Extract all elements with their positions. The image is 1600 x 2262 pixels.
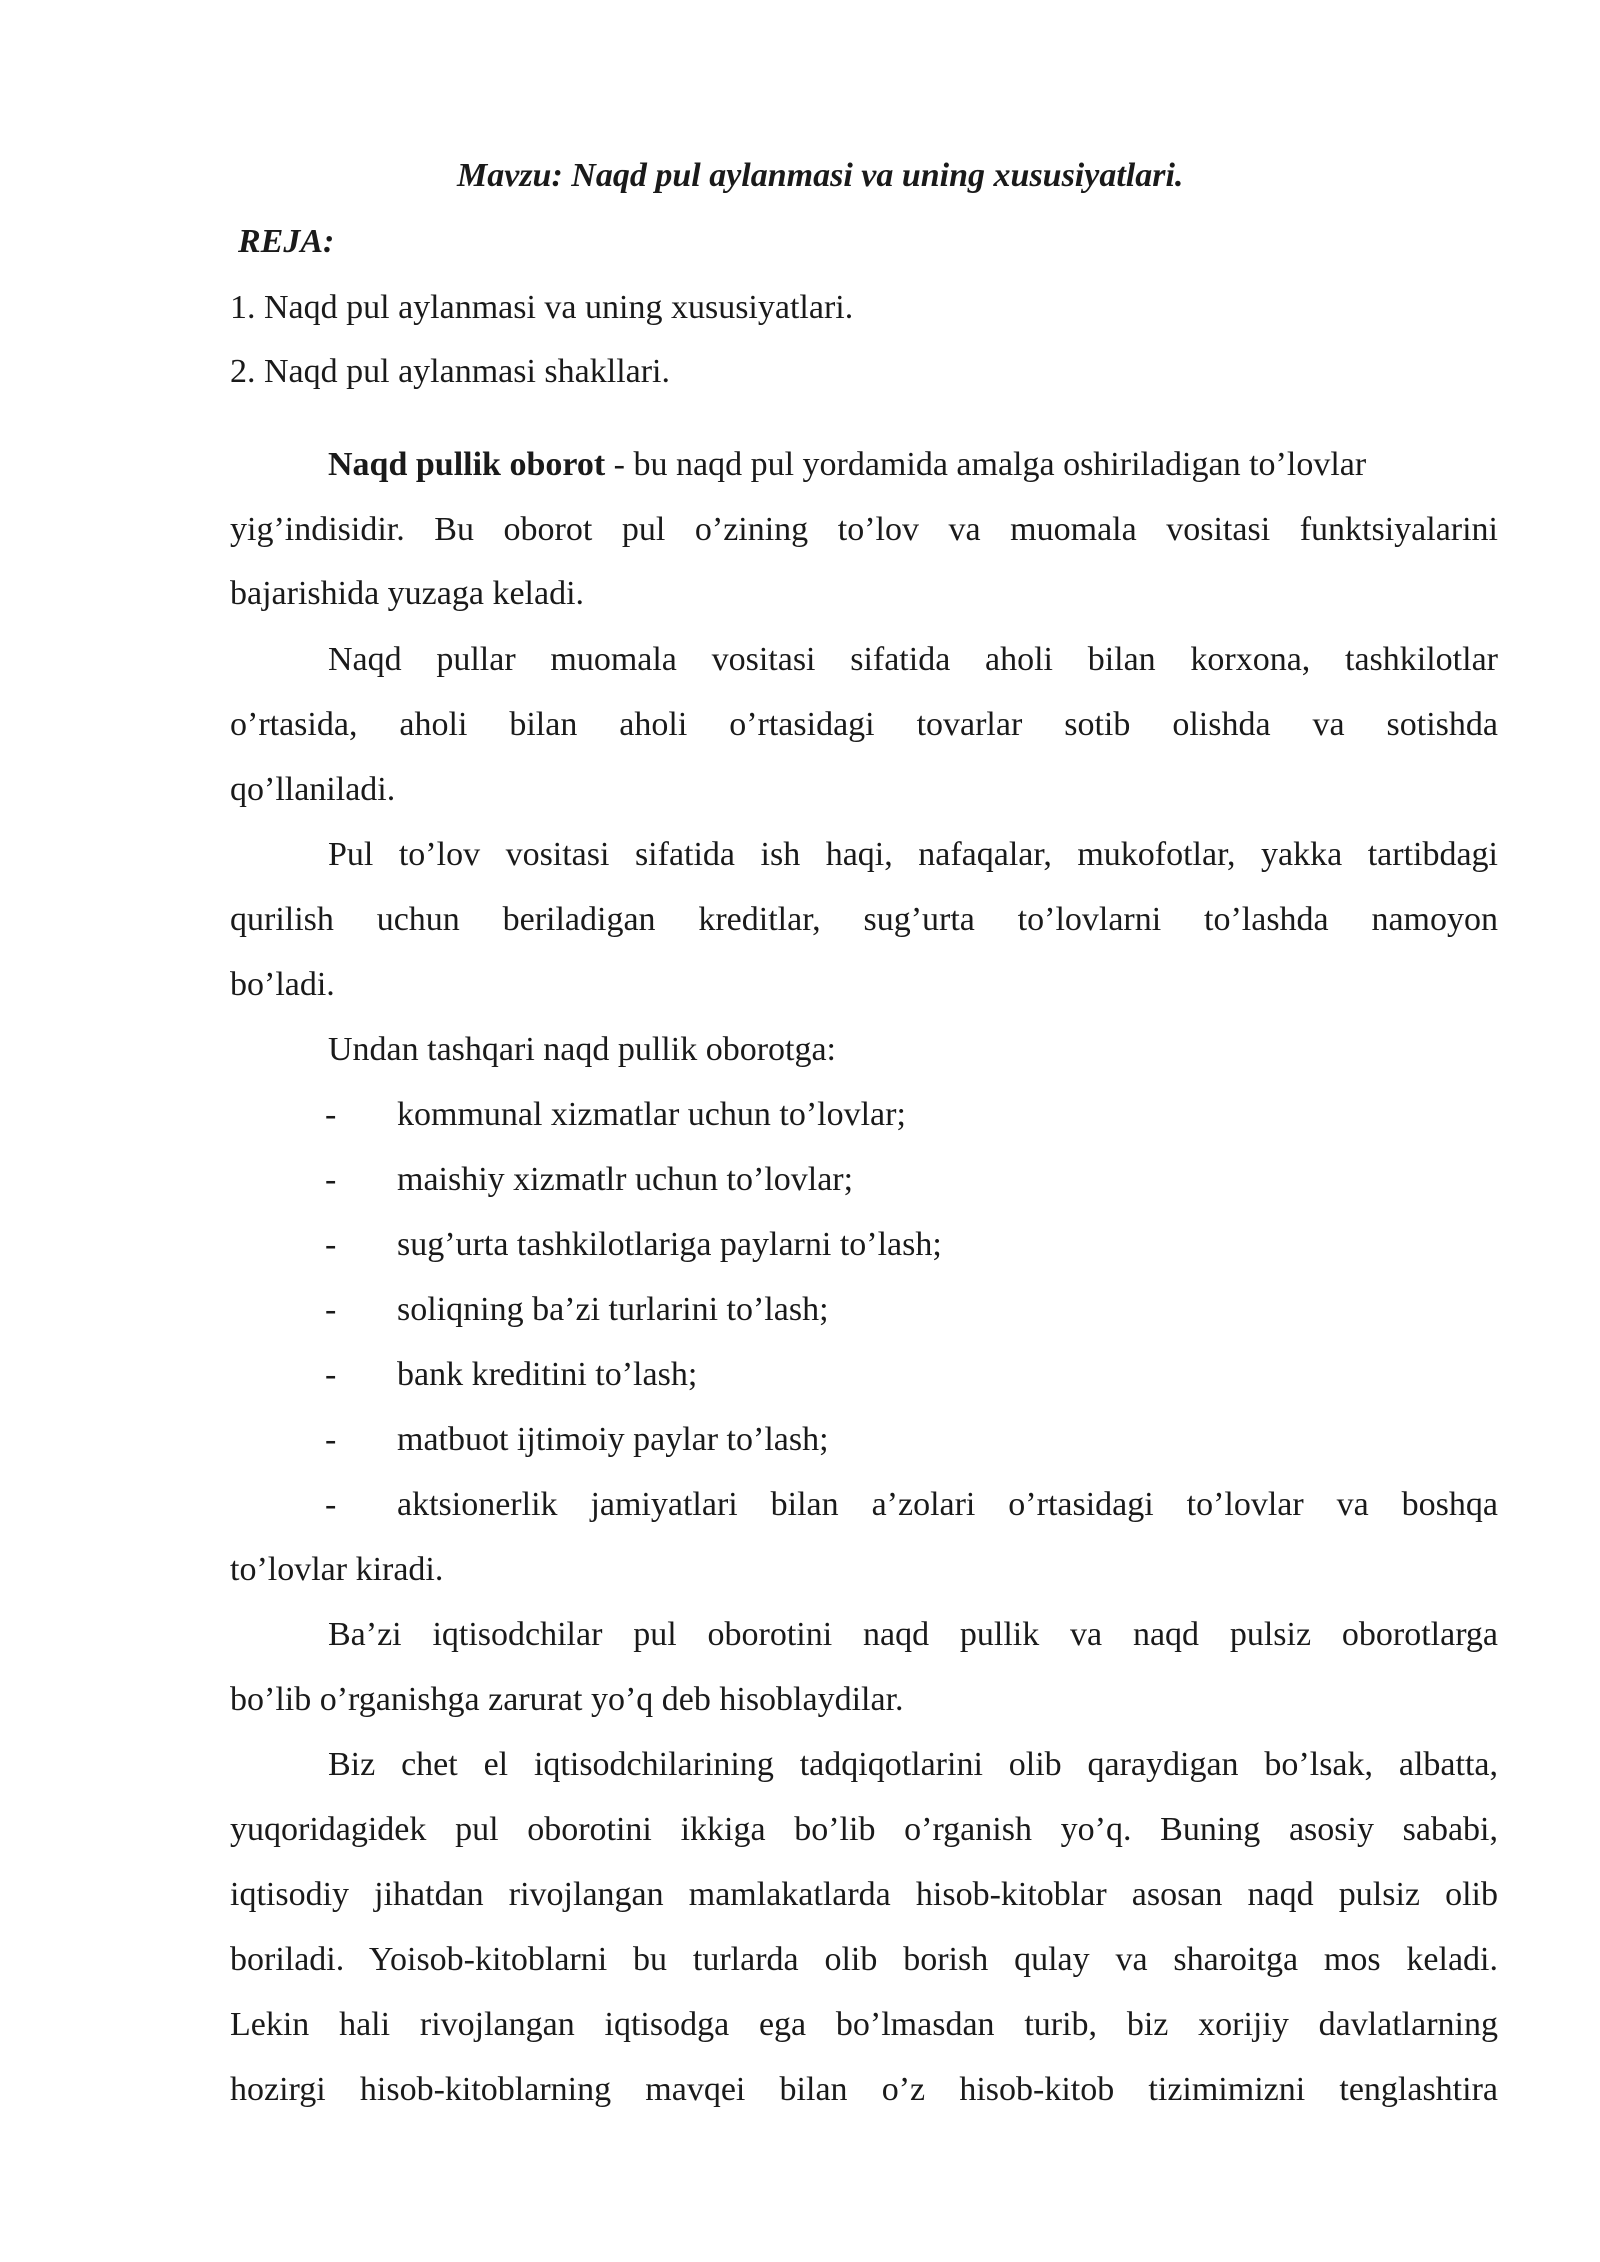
plan-heading: REJA: (238, 223, 335, 260)
bullet-dash: - (325, 1486, 337, 1523)
paragraph-line: bo’ladi. (230, 966, 335, 1003)
bullet-dash: - (325, 1291, 337, 1328)
paragraph-line: qo’llaniladi. (230, 771, 396, 808)
bullet-item: sug’urta tashkilotlariga paylarni to’lash; (397, 1226, 942, 1263)
plan-item: 1. Naqd pul aylanmasi va uning xususiyatlari. (230, 289, 854, 326)
bullet-dash: - (325, 1161, 337, 1198)
page-title: Mavzu: Naqd pul aylanmasi va uning xususiyatlari. (457, 157, 1184, 194)
paragraph-line: Ba’zi iqtisodchilar pul oborotini naqd pullik va naqd pulsiz oborotlarga (328, 1616, 1498, 1653)
term-bold: Naqd pullik oborot (328, 446, 606, 483)
plan-item: 2. Naqd pul aylanmasi shakllari. (230, 353, 671, 390)
bullet-dash: - (325, 1226, 337, 1263)
bullet-dash: - (325, 1356, 337, 1393)
bullet-item: soliqning ba’zi turlarini to’lash; (397, 1291, 829, 1328)
bullet-dash: - (325, 1421, 337, 1458)
paragraph-line (328, 445, 1498, 485)
bullet-dash: - (325, 1096, 337, 1133)
bullet-item: kommunal xizmatlar uchun to’lovlar; (397, 1096, 906, 1133)
paragraph-text: - bu naqd pul yordamida amalga oshiriladigan to’lovlar (613, 446, 1367, 483)
paragraph-line: Undan tashqari naqd pullik oborotga: (328, 1031, 837, 1068)
paragraph-line: hozirgi hisob-kitoblarning mavqei bilan o’z hisob-kitob tizimimizni tenglashtira (230, 2071, 1498, 2108)
paragraph-line: yig’indisidir. Bu oborot pul o’zining to’lov va muomala vositasi funktsiyalarini (230, 511, 1498, 548)
paragraph-line: to’lovlar kiradi. (230, 1551, 444, 1588)
paragraph-line: Naqd pullar muomala vositasi sifatida aholi bilan korxona, tashkilotlar (328, 641, 1498, 678)
paragraph-line: bo’lib o’rganishga zarurat yo’q deb hisoblaydilar. (230, 1681, 904, 1718)
paragraph-line: Pul to’lov vositasi sifatida ish haqi, nafaqalar, mukofotlar, yakka tartibdagi (328, 836, 1498, 873)
bullet-item: bank kreditini to’lash; (397, 1356, 698, 1393)
bullet-item: aktsionerlik jamiyatlari bilan a’zolari o’rtasidagi to’lovlar va boshqa (397, 1486, 1498, 1523)
bullet-item: maishiy xizmatlr uchun to’lovlar; (397, 1161, 854, 1198)
paragraph-line: o’rtasida, aholi bilan aholi o’rtasidagi tovarlar sotib olishda va sotishda (230, 706, 1498, 743)
paragraph-line: qurilish uchun beriladigan kreditlar, sug’urta to’lovlarni to’lashda namoyon (230, 901, 1498, 938)
paragraph-line: Lekin hali rivojlangan iqtisodga ega bo’lmasdan turib, biz xorijiy davlatlarning (230, 2006, 1498, 2043)
paragraph-line: boriladi. Yoisob-kitoblarni bu turlarda olib borish qulay va sharoitga mos keladi. (230, 1941, 1498, 1978)
paragraph-line: bajarishida yuzaga keladi. (230, 575, 585, 612)
paragraph-line: Biz chet el iqtisodchilarining tadqiqotlarini olib qaraydigan bo’lsak, albatta, (328, 1746, 1498, 1783)
paragraph-line: iqtisodiy jihatdan rivojlangan mamlakatlarda hisob-kitoblar asosan naqd pulsiz olib (230, 1876, 1498, 1913)
bullet-item: matbuot ijtimoiy paylar to’lash; (397, 1421, 829, 1458)
paragraph-line: yuqoridagidek pul oborotini ikkiga bo’lib o’rganish yo’q. Buning asosiy sababi, (230, 1811, 1498, 1848)
